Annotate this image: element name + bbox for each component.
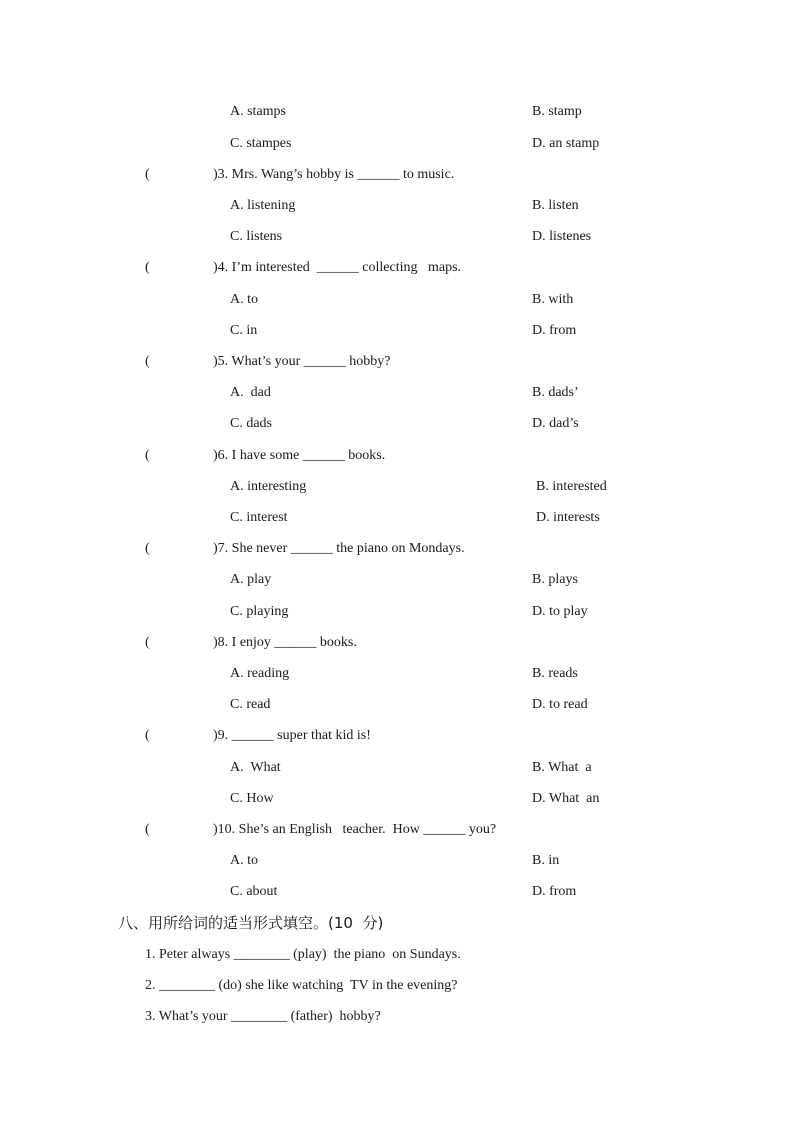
q4-option-a[interactable]: A. to [230, 292, 258, 307]
q8-option-c[interactable]: C. read [230, 697, 271, 712]
q2-option-b[interactable]: B. stamp [532, 104, 582, 119]
q8-answer-paren[interactable]: ( [145, 635, 150, 650]
q2-option-c[interactable]: C. stampes [230, 136, 292, 151]
q7-answer-paren[interactable]: ( [145, 541, 150, 556]
section-8-title: 八、用所给词的适当形式填空。(10 分) [118, 914, 384, 932]
q9-option-d[interactable]: D. What an [532, 791, 600, 806]
q10-option-d[interactable]: D. from [532, 884, 577, 899]
fill-item-2[interactable]: 2. ________ (do) she like watching TV in the evening? [145, 978, 458, 993]
q4-option-d[interactable]: D. from [532, 323, 577, 338]
q9-stem: )9. ______ super that kid is! [213, 728, 371, 743]
q5-stem: )5. What’s your ______ hobby? [213, 354, 391, 369]
q7-option-a[interactable]: A. play [230, 572, 272, 587]
q2-option-d[interactable]: D. an stamp [532, 136, 600, 151]
q8-option-d[interactable]: D. to read [532, 697, 588, 712]
fill-item-3[interactable]: 3. What’s your ________ (father) hobby? [145, 1009, 381, 1024]
q6-stem: )6. I have some ______ books. [213, 448, 386, 463]
q2-option-a[interactable]: A. stamps [230, 104, 286, 119]
q6-option-d[interactable]: D. interests [536, 510, 600, 525]
q5-answer-paren[interactable]: ( [145, 354, 150, 369]
q4-option-b[interactable]: B. with [532, 292, 574, 307]
q7-option-b[interactable]: B. plays [532, 572, 578, 587]
q6-option-a[interactable]: A. interesting [230, 479, 307, 494]
q6-answer-paren[interactable]: ( [145, 448, 150, 463]
q7-stem: )7. She never ______ the piano on Mondays. [213, 541, 465, 556]
q7-option-d[interactable]: D. to play [532, 604, 588, 619]
q6-option-b[interactable]: B. interested [536, 479, 607, 494]
q8-option-a[interactable]: A. reading [230, 666, 290, 681]
q4-stem: )4. I’m interested ______ collecting maps. [213, 260, 462, 275]
q10-option-b[interactable]: B. in [532, 853, 560, 868]
q8-option-b[interactable]: B. reads [532, 666, 578, 681]
q4-answer-paren[interactable]: ( [145, 260, 150, 275]
q6-option-c[interactable]: C. interest [230, 510, 288, 525]
q3-option-c[interactable]: C. listens [230, 229, 283, 244]
q10-stem: )10. She’s an English teacher. How ______ you? [213, 822, 497, 837]
q10-answer-paren[interactable]: ( [145, 822, 150, 837]
q8-stem: )8. I enjoy ______ books. [213, 635, 357, 650]
q7-option-c[interactable]: C. playing [230, 604, 289, 619]
q3-answer-paren[interactable]: ( [145, 167, 150, 182]
q3-option-b[interactable]: B. listen [532, 198, 579, 213]
q3-option-d[interactable]: D. listenes [532, 229, 592, 244]
q10-option-a[interactable]: A. to [230, 853, 258, 868]
q5-option-d[interactable]: D. dad’s [532, 416, 579, 431]
q10-option-c[interactable]: C. about [230, 884, 278, 899]
q5-option-a[interactable]: A. dad [230, 385, 271, 400]
q4-option-c[interactable]: C. in [230, 323, 258, 338]
q5-option-b[interactable]: B. dads’ [532, 385, 579, 400]
q3-stem: )3. Mrs. Wang’s hobby is ______ to music. [213, 167, 455, 182]
q9-option-b[interactable]: B. What a [532, 760, 592, 775]
q9-answer-paren[interactable]: ( [145, 728, 150, 743]
q3-option-a[interactable]: A. listening [230, 198, 296, 213]
q9-option-a[interactable]: A. What [230, 760, 281, 775]
q5-option-c[interactable]: C. dads [230, 416, 272, 431]
fill-item-1[interactable]: 1. Peter always ________ (play) the piano on Sundays. [145, 947, 461, 962]
q9-option-c[interactable]: C. How [230, 791, 274, 806]
